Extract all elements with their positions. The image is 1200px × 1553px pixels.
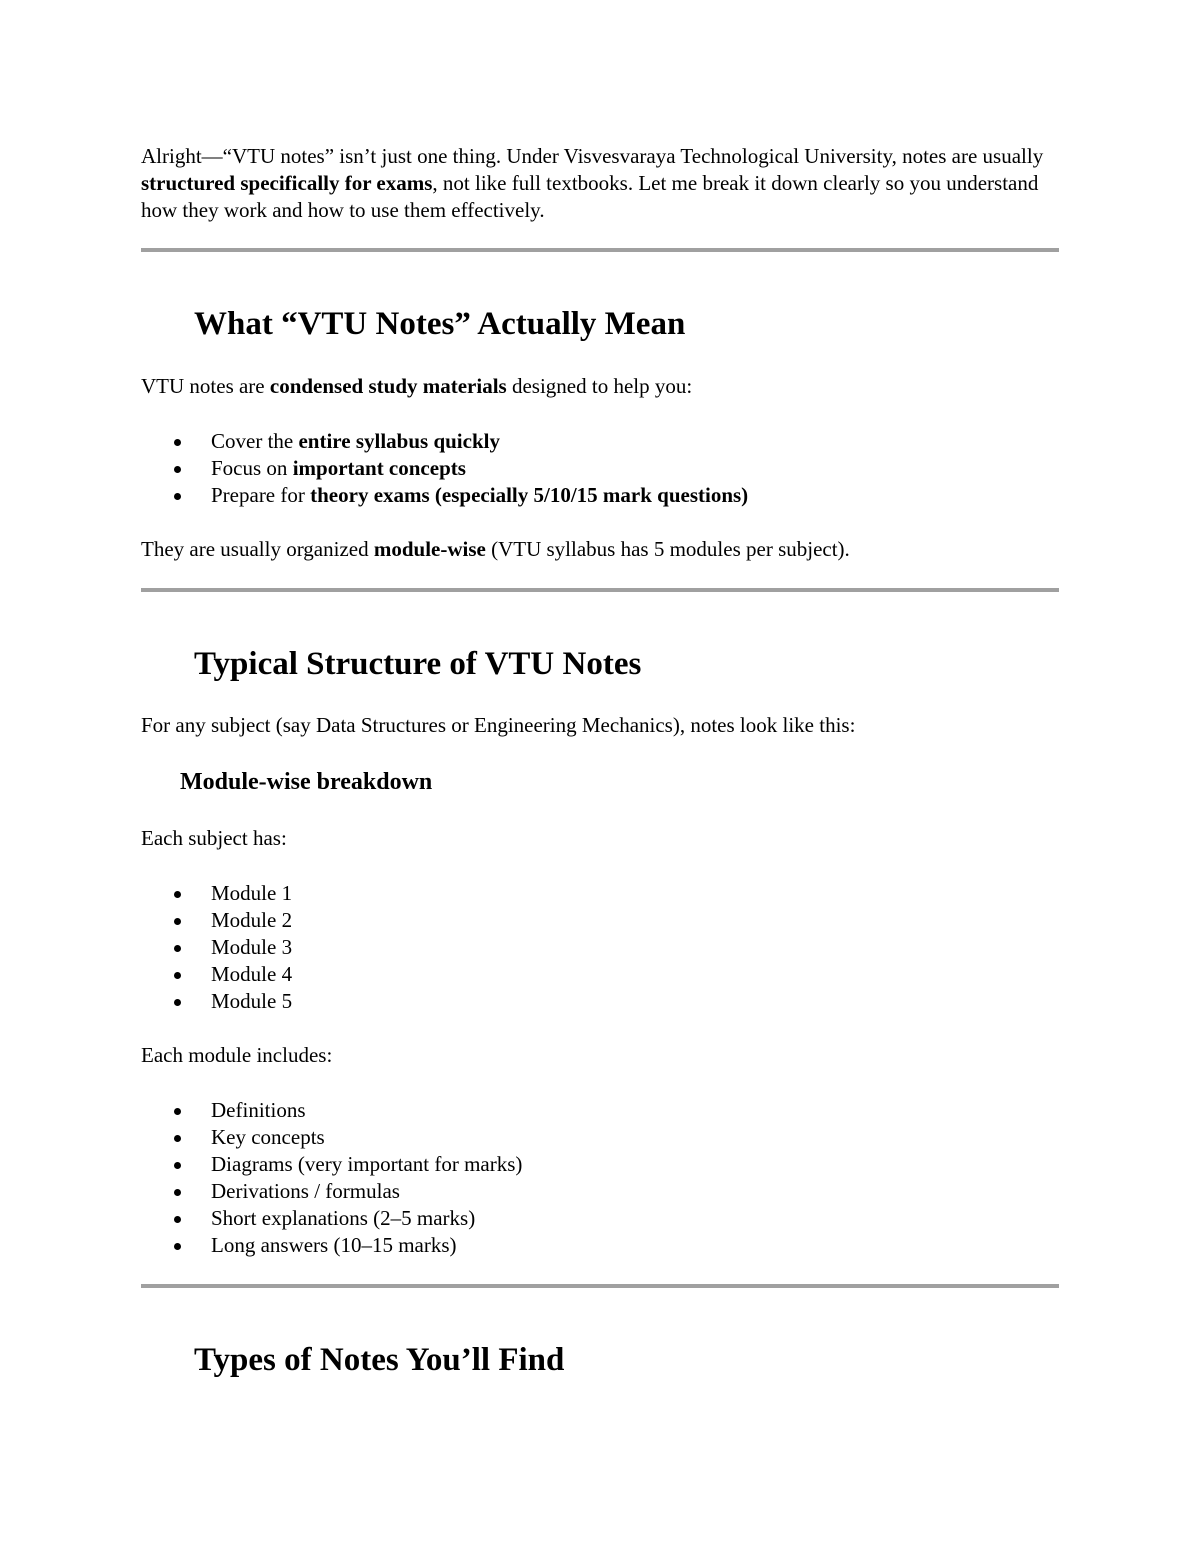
list-item-text: Module 4 [211, 962, 293, 986]
list-item [141, 1124, 522, 1151]
bullet-icon [174, 999, 181, 1006]
section1-lead-text-2: designed to help you: [506, 374, 693, 398]
list-item-text: Diagrams (very important for marks) [211, 1152, 523, 1176]
bullet-icon [174, 918, 181, 925]
section1-lead-bold: condensed study materials [269, 374, 507, 398]
bullet-icon [174, 1135, 181, 1142]
bullet-icon [174, 439, 181, 446]
horizontal-rule [141, 588, 1059, 592]
horizontal-rule [141, 248, 1059, 252]
section1-lead-text-1: VTU notes are [141, 374, 270, 398]
list-item-text: Module 1 [211, 881, 293, 905]
section1-closing-text-2: (VTU syllabus has 5 modules per subject). [485, 537, 850, 561]
section1-heading: What “VTU Notes” Actually Mean [194, 306, 686, 342]
list-item [141, 988, 292, 1015]
intro-paragraph [141, 143, 1059, 224]
list-item [141, 455, 748, 482]
bullet-icon [174, 466, 181, 473]
modules-list [141, 880, 292, 1015]
list-item-bold: important concepts [292, 456, 466, 480]
list-item [141, 880, 292, 907]
bullet-icon [174, 1189, 181, 1196]
section1-closing [141, 536, 1059, 563]
list-item-text: Long answers (10–15 marks) [211, 1233, 457, 1257]
section1-closing-bold: module-wise [373, 537, 486, 561]
section3-heading: Types of Notes You’ll Find [194, 1342, 565, 1378]
list-item-text: Derivations / formulas [211, 1179, 400, 1203]
list-item-text: Focus on [211, 456, 293, 480]
intro-bold: structured specifically for exams [141, 171, 433, 195]
bullet-icon [174, 493, 181, 500]
list-item-text: Module 5 [211, 989, 293, 1013]
list-item [141, 907, 292, 934]
list-item-text: Prepare for [211, 483, 311, 507]
list-item-text: Module 2 [211, 908, 293, 932]
list-item [141, 961, 292, 988]
bullet-icon [174, 945, 181, 952]
section1-lead [141, 373, 1059, 400]
list-item [141, 1205, 522, 1232]
bullet-icon [174, 891, 181, 898]
list-item-bold: theory exams (especially 5/10/15 mark questions) [310, 483, 749, 507]
bullet-icon [174, 1216, 181, 1223]
list-item [141, 482, 748, 509]
list-item-text: Cover the [211, 429, 299, 453]
list-item-text: Short explanations (2–5 marks) [211, 1206, 476, 1230]
list-item [141, 428, 748, 455]
section2-heading: Typical Structure of VTU Notes [194, 646, 642, 682]
list-item [141, 1178, 522, 1205]
list-item-text: Module 3 [211, 935, 293, 959]
each-module-label: Each module includes: [141, 1043, 333, 1067]
list-item [141, 1151, 522, 1178]
section2-lead: For any subject (say Data Structures or Engineering Mechanics), notes look like this: [141, 713, 856, 737]
intro-text-1: Alright—“VTU notes” isn’t just one thing. Under Visvesvaraya Technological University, notes are usually [141, 144, 1044, 168]
section1-bullet-list [141, 428, 748, 509]
list-item-text: Key concepts [211, 1125, 325, 1149]
bullet-icon [174, 1108, 181, 1115]
section2-subheading: Module-wise breakdown [180, 769, 433, 795]
list-item-text: Definitions [211, 1098, 306, 1122]
bullet-icon [174, 972, 181, 979]
list-item-bold: entire syllabus quickly [298, 429, 500, 453]
horizontal-rule [141, 1284, 1059, 1288]
bullet-icon [174, 1162, 181, 1169]
section1-closing-text-1: They are usually organized [141, 537, 374, 561]
bullet-icon [174, 1243, 181, 1250]
list-item [141, 934, 292, 961]
includes-list [141, 1097, 522, 1259]
list-item [141, 1232, 522, 1259]
list-item [141, 1097, 522, 1124]
each-subject-label: Each subject has: [141, 826, 287, 850]
intro-text-2: , not like full textbooks. Let me break it down clearly so you understand how they work and how to use them effectively. [141, 171, 1039, 222]
